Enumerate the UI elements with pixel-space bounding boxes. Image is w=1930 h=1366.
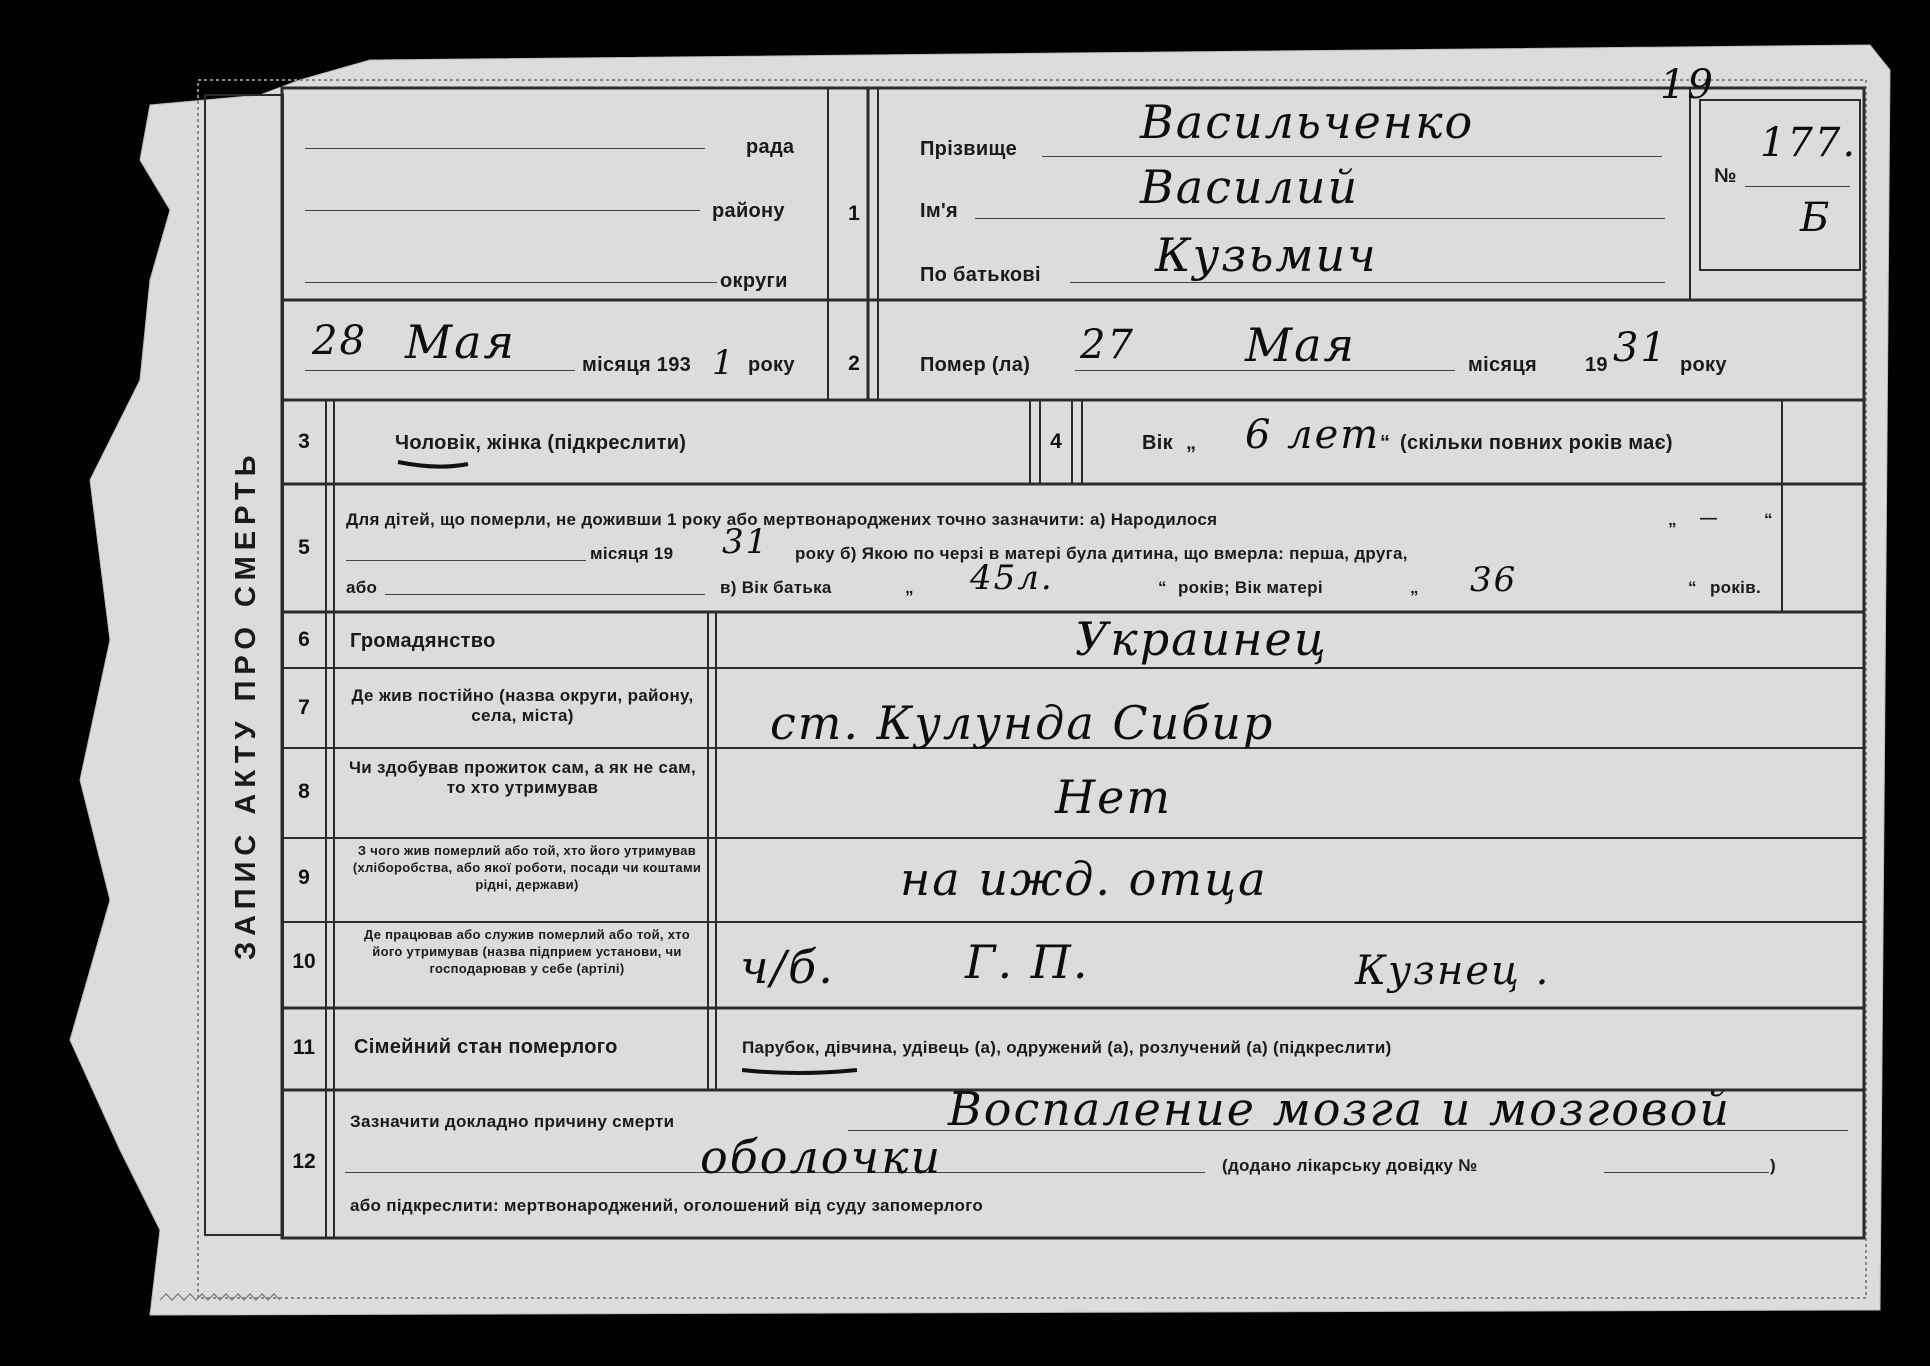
row-12-number: 12 — [292, 1150, 316, 1173]
row-5-or-label: або — [346, 578, 378, 597]
death-month-label: місяця — [1468, 354, 1537, 376]
father-age: 45л. — [970, 558, 1054, 598]
residence-label: Де жив постійно (назва округи, району, села, міста) — [351, 686, 694, 725]
citizenship-value: Украинец — [1075, 612, 1328, 666]
record-number-label: № — [1714, 165, 1737, 187]
row-4-number: 4 — [1050, 430, 1062, 453]
surname-value: Васильченко — [1140, 95, 1475, 149]
raion-label: району — [712, 200, 785, 222]
row-5-line-2: року б) Якою по черзі в матері була дитина, що вмерла: перша, друга, — [795, 544, 1408, 563]
death-day: 27 — [1080, 322, 1135, 368]
name-value: Василий — [1140, 160, 1360, 214]
row-7-number: 7 — [298, 696, 310, 719]
death-year-label: року — [1680, 354, 1727, 376]
row-2-number: 2 — [848, 352, 860, 375]
livelihood-label: З чого жив померлий або той, хто його утримував (хліборобства, або якої роботи, посади чи коштами рідні, держави) — [352, 843, 702, 892]
row-3-number: 3 — [298, 430, 310, 453]
row-5-line-1: Для дітей, що померли, не доживши 1 року або мертвонароджених точно зазначити: а) Народилося — [346, 510, 1218, 529]
record-number-sub: Б — [1800, 195, 1832, 241]
row-6-number: 6 — [298, 628, 310, 651]
row-5-mother-label: років; Вік матері — [1178, 578, 1323, 597]
surname-label: Прізвище — [920, 138, 1018, 160]
workplace-value-c: Кузнец . — [1355, 948, 1551, 994]
livelihood-value: на ижд. отца — [900, 852, 1268, 906]
cause-line-2: оболочки — [700, 1130, 943, 1184]
death-month: Мая — [1245, 318, 1356, 372]
age-label: Вік — [1142, 432, 1173, 454]
workplace-value-b: Г. П. — [965, 935, 1090, 989]
side-title: ЗАПИС АКТУ ПРО СМЕРТЬ — [230, 449, 262, 960]
support-label: Чи здобував прожиток сам, а як не сам, то хто утримував — [348, 758, 697, 797]
patronymic-label: По батькові — [920, 264, 1041, 286]
registration-year-label: року — [748, 354, 795, 376]
row-5-number: 5 — [298, 536, 310, 559]
patronymic-value: Кузьмич — [1155, 228, 1378, 282]
support-value: Нет — [1055, 770, 1172, 824]
row-5-father-label: в) Вік батька — [720, 578, 832, 597]
residence-value: ст. Кулунда Сибир — [770, 696, 1275, 750]
marital-options: Парубок, дівчина, удівець (а), одружений (а), розлучений (а) (підкреслити) — [742, 1038, 1392, 1057]
registration-day: 28 — [312, 318, 367, 364]
stillborn-label: або підкреслити: мертвонароджений, оголошений від суду запомерлого — [350, 1196, 984, 1215]
registration-year-digit: 1 — [712, 343, 736, 383]
cause-line-1: Воспаление мозга и мозговой — [948, 1082, 1732, 1136]
record-number-value: 177. — [1760, 120, 1858, 166]
row-5-month-label: місяця 19 — [590, 544, 674, 563]
death-year-prefix: 19 — [1585, 354, 1608, 376]
age-value: 6 лет — [1245, 412, 1381, 458]
row-9-number: 9 — [298, 866, 310, 889]
row-11-number: 11 — [292, 1036, 316, 1059]
citizenship-label: Громадянство — [350, 630, 496, 652]
marital-label: Сімейний стан померлого — [354, 1036, 618, 1058]
registration-month: Мая — [405, 315, 516, 369]
mother-age: 36 — [1470, 560, 1518, 600]
row-5-end-label: років. — [1710, 578, 1761, 597]
workplace-value-a: ч/б. — [740, 940, 835, 994]
death-year-suffix: 31 — [1613, 325, 1668, 371]
okruha-label: округи — [720, 270, 788, 292]
sex-label: Чоловік, жінка (підкреслити) — [395, 432, 687, 454]
died-label: Помер (ла) — [920, 354, 1031, 376]
name-label: Ім'я — [920, 200, 958, 222]
rada-label: рада — [746, 136, 795, 158]
medical-cert-end: ) — [1770, 1156, 1776, 1175]
corner-mark: 19 — [1660, 62, 1715, 108]
medical-cert-label: (додано лікарську довідку № — [1222, 1156, 1478, 1175]
row-10-number: 10 — [292, 950, 316, 973]
cause-label: Зазначити докладно причину смерти — [350, 1112, 675, 1131]
age-suffix: (скільки повних років має) — [1400, 432, 1673, 454]
workplace-label: Де працював або служив померлий або той, хто його утримував (назва підприем установи, чи господарював у себе (артілі) — [363, 927, 691, 976]
row-1-number: 1 — [848, 202, 860, 225]
row-8-number: 8 — [298, 780, 310, 803]
registration-month-label: місяця 193 — [582, 354, 692, 376]
row-5-born-dash: — — [1700, 508, 1718, 527]
row-5-year: 31 — [722, 522, 770, 562]
